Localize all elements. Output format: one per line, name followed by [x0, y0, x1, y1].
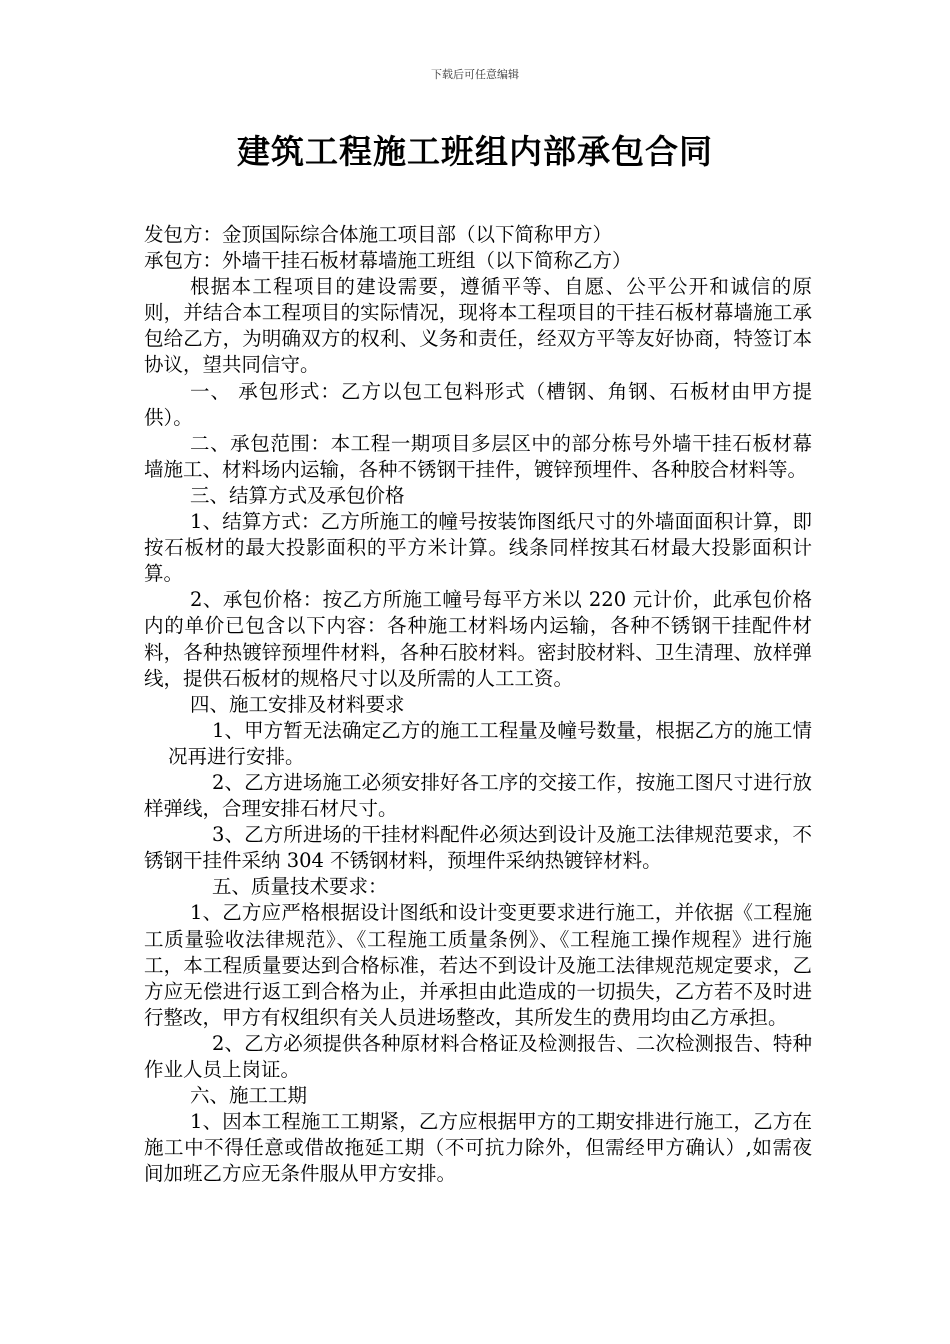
section-5-item-1: 1、乙方应严格根据设计图纸和设计变更要求进行施工，并依据《工程施工质量验收法律规范》、《工程施工质量条例》、《工程施工操作规程》进行施工，本工程质量要达到合格标准，若达不到设计及施工法律规范规定要求，乙方应无偿进行返工到合格为止，并承担由此造成的一切损失，乙方若不及时进行整改，甲方有权组织有关人员进场整改，其所发生的费用均由乙方承担。 — [144, 901, 812, 1029]
section-3-heading: 三、结算方式及承包价格 — [190, 483, 405, 507]
section-2-contract-scope: 二、承包范围：本工程一期项目多层区中的部分栋号外墙干挂石板材幕墙施工、材料场内运输，各种不锈钢干挂件，镀锌预埋件、各种胶合材料等。 — [144, 431, 812, 481]
section-4-heading: 四、施工安排及材料要求 — [190, 692, 405, 716]
preamble-paragraph: 根据本工程项目的建设需要，遵循平等、自愿、公平公开和诚信的原则，并结合本工程项目的实际情况，现将本工程项目的干挂石板材幕墙施工承包给乙方，为明确双方的权利、义务和责任，经双方平等友好协商，特签订本协议，望共同信守。 — [144, 275, 812, 377]
section-3-item-1: 1、结算方式：乙方所施工的幢号按装饰图纸尺寸的外墙面面积计算，即按石板材的最大投影面积的平方米计算。线条同样按其石材最大投影面积计算。 — [144, 510, 812, 586]
section-4-item-3: 3、乙方所进场的干挂材料配件必须达到设计及施工法律规范要求，不锈钢干挂件采纳 304 不锈钢材料，预埋件采纳热镀锌材料。 — [144, 823, 812, 873]
section-3-item-2: 2、承包价格：按乙方所施工幢号每平方米以 220 元计价，此承包价格内的单价已包含以下内容：各种施工材料场内运输，各种不锈钢干挂配件材料，各种热镀锌预埋件材料，各种石胶材料。密封胶材料、卫生清理、放样弹线，提供石板材的规格尺寸以及所需的人工工资。 — [144, 588, 812, 690]
section-6-heading: 六、施工工期 — [190, 1084, 308, 1108]
party-b-line: 承包方：外墙干挂石板材幕墙施工班组（以下简称乙方） — [144, 249, 632, 273]
party-a-line: 发包方：金顶国际综合体施工项目部（以下简称甲方） — [144, 223, 613, 246]
section-5-item-2: 2、乙方必须提供各种原材料合格证及检测报告、二次检测报告、特种作业人员上岗证。 — [144, 1031, 812, 1081]
section-4-item-1: 1、甲方暂无法确定乙方的施工工程量及幢号数量，根据乙方的施工情况再进行安排。 — [168, 718, 812, 768]
section-4-item-2: 2、乙方进场施工必须安排好各工序的交接工作，按施工图尺寸进行放样弹线，合理安排石材尺寸。 — [144, 770, 812, 821]
section-5-heading: 五、质量技术要求： — [212, 875, 388, 899]
section-6-item-1: 1、因本工程施工工期紧，乙方应根据甲方的工期安排进行施工，乙方在施工中不得任意或借故拖延工期（不可抗力除外，但需经甲方确认）,如需夜间加班乙方应无条件服从甲方安排。 — [144, 1110, 812, 1186]
contract-body — [144, 222, 812, 1187]
document-title: 建筑工程施工班组内部承包合同 — [237, 132, 713, 171]
section-1-contract-form: 一、 承包形式：乙方以包工包料形式（槽钢、角钢、石板材由甲方提供）。 — [144, 379, 812, 429]
header-note: 下载后可任意编辑 — [431, 68, 519, 81]
